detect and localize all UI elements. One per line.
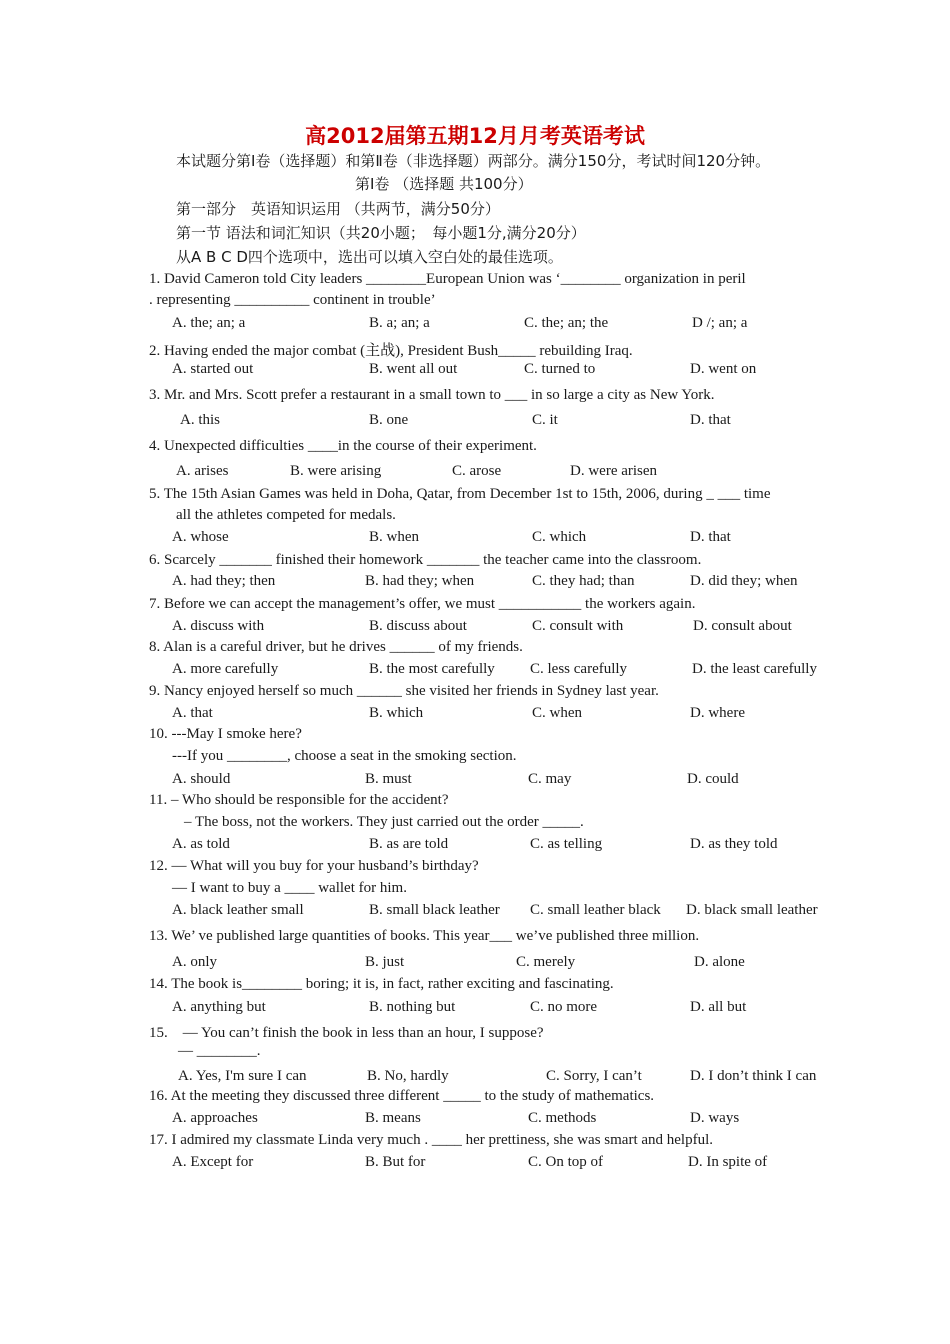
question-stem: 6. Scarcely _______ finished their homework _______ the teacher came into the classroom. (149, 552, 702, 568)
question-stem: 2. Having ended the major combat (主战), President Bush_____ rebuilding Iraq. (149, 343, 633, 359)
option-b: B. must (365, 771, 412, 787)
question-stem: 13. We’ ve published large quantities of books. This year___ we’ve published three million. (149, 928, 700, 944)
option-a: A. Except for (172, 1154, 254, 1170)
question-stem: 11. – Who should be responsible for the accident? (149, 792, 449, 808)
option-c: C. the; an; the (524, 315, 609, 331)
question-stem: 14. The book is________ boring; it is, in fact, rather exciting and fascinating. (149, 976, 614, 992)
option-a: A. should (172, 771, 231, 787)
exam-title: 高2012届第五期12月月考英语考试 (305, 124, 645, 148)
option-b: B. discuss about (369, 618, 467, 634)
question-stem: 7. Before we can accept the management’s offer, we must ___________ the workers again. (149, 596, 696, 612)
option-d: D. all but (690, 999, 747, 1015)
section-heading: 第一节 语法和词汇知识（共20小题； 每小题1分,满分20分） (176, 224, 586, 242)
option-b: B. a; an; a (369, 315, 430, 331)
option-d: D. that (690, 529, 731, 545)
option-b: B. when (369, 529, 419, 545)
option-a: A. more carefully (172, 661, 279, 677)
dialog-line: — I want to buy a ____ wallet for him. (172, 880, 407, 896)
option-c: C. merely (516, 954, 576, 970)
option-c: C. On top of (528, 1154, 603, 1170)
option-d: D. alone (694, 954, 745, 970)
option-c: C. less carefully (530, 661, 628, 677)
option-d: D. black small leather (686, 902, 818, 918)
option-c: C. consult with (532, 618, 624, 634)
option-d: D. consult about (693, 618, 792, 634)
option-a: A. approaches (172, 1110, 258, 1126)
option-d: D. I don’t think I can (690, 1068, 817, 1084)
question-stem: 4. Unexpected difficulties ____in the course of their experiment. (149, 438, 537, 454)
option-d: D. that (690, 412, 731, 428)
dialog-line: ---If you ________, choose a seat in the smoking section. (172, 748, 517, 764)
option-d: D. as they told (690, 836, 778, 852)
option-b: B. nothing but (369, 999, 456, 1015)
option-a: A. started out (172, 361, 254, 377)
option-a: A. this (180, 412, 221, 428)
option-a: A. black leather small (172, 902, 304, 918)
option-d: D. ways (690, 1110, 740, 1126)
option-a: A. as told (172, 836, 230, 852)
part-heading: 第一部分 英语知识运用 （共两节，满分50分） (176, 200, 500, 218)
option-d: D. the least carefully (692, 661, 817, 677)
option-c: C. they had; than (532, 573, 635, 589)
question-stem: 12. — What will you buy for your husband’s birthday? (149, 858, 479, 874)
option-a: A. arises (176, 463, 229, 479)
option-b: B. means (365, 1110, 421, 1126)
option-d: D. did they; when (690, 573, 798, 589)
option-c: C. methods (528, 1110, 597, 1126)
option-b: B. were arising (290, 463, 382, 479)
option-c: C. arose (452, 463, 502, 479)
question-stem: 1. David Cameron told City leaders ________European Union was ‘________ organization in peril (149, 271, 746, 287)
question-stem: 3. Mr. and Mrs. Scott prefer a restaurant in a small town to ___ in so large a city as New York. (149, 387, 715, 403)
option-b: B. which (369, 705, 424, 721)
option-a: A. Yes, I'm sure I can (178, 1068, 307, 1084)
question-stem: 10. ---May I smoke here? (149, 726, 302, 742)
exam-intro: 本试题分第Ⅰ卷（选择题）和第Ⅱ卷（非选择题）两部分。满分150分，考试时间120分钟。 (176, 152, 771, 170)
question-stem-continued: . representing __________ continent in trouble’ (149, 292, 436, 308)
option-c: C. small leather black (530, 902, 661, 918)
option-c: C. when (532, 705, 582, 721)
option-d: D. could (687, 771, 739, 787)
question-stem-continued: all the athletes competed for medals. (176, 507, 396, 523)
question-stem: 15. — You can’t finish the book in less than an hour, I suppose? (149, 1025, 544, 1041)
option-b: B. small black leather (369, 902, 500, 918)
instruction-text: 从A B C D四个选项中，选出可以填入空白处的最佳选项。 (176, 248, 563, 266)
option-b: B. had they; when (365, 573, 475, 589)
option-d: D /; an; a (692, 315, 748, 331)
option-c: C. it (532, 412, 558, 428)
question-stem: 17. I admired my classmate Linda very much . ____ her prettiness, she was smart and helpful. (149, 1132, 714, 1148)
option-a: A. the; an; a (172, 315, 246, 331)
option-a: A. only (172, 954, 217, 970)
option-a: A. had they; then (172, 573, 276, 589)
option-b: B. as are told (369, 836, 449, 852)
dialog-line: – The boss, not the workers. They just carried out the order _____. (184, 814, 584, 830)
option-b: B. No, hardly (367, 1068, 449, 1084)
option-d: D. In spite of (688, 1154, 768, 1170)
option-d: D. were arisen (570, 463, 658, 479)
question-stem: 5. The 15th Asian Games was held in Doha, Qatar, from December 1st to 15th, 2006, during _ ___ time (149, 486, 771, 502)
option-c: C. which (532, 529, 587, 545)
option-c: C. no more (530, 999, 598, 1015)
option-a: A. discuss with (172, 618, 265, 634)
volume-heading: 第Ⅰ卷 （选择题 共100分） (355, 175, 533, 193)
option-b: B. But for (365, 1154, 426, 1170)
option-b: B. just (365, 954, 405, 970)
question-stem: 9. Nancy enjoyed herself so much ______ she visited her friends in Sydney last year. (149, 683, 659, 699)
option-a: A. anything but (172, 999, 266, 1015)
option-d: D. went on (690, 361, 757, 377)
option-c: C. Sorry, I can’t (546, 1068, 642, 1084)
dialog-line: — ________. (178, 1043, 261, 1059)
question-stem: 8. Alan is a careful driver, but he drives ______ of my friends. (149, 639, 523, 655)
option-c: C. turned to (524, 361, 596, 377)
option-c: C. may (528, 771, 572, 787)
option-a: A. whose (172, 529, 229, 545)
option-d: D. where (690, 705, 745, 721)
option-b: B. one (369, 412, 409, 428)
option-b: B. the most carefully (369, 661, 495, 677)
question-stem: 16. At the meeting they discussed three different _____ to the study of mathematics. (149, 1088, 655, 1104)
option-c: C. as telling (530, 836, 603, 852)
option-b: B. went all out (369, 361, 458, 377)
option-a: A. that (172, 705, 213, 721)
